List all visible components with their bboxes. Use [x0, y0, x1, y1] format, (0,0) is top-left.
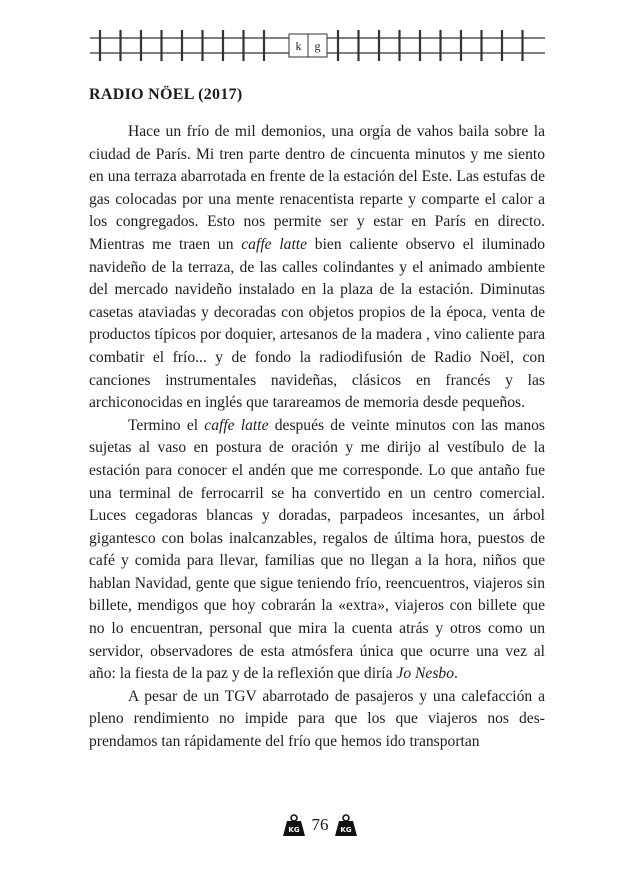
- svg-text:KG: KG: [288, 826, 300, 834]
- paragraph-2: Termino el caffe latte después de veinte minutos con las manos sujetas al vaso en postura de oración y me dirijo al vestíbulo de la estación para conocer el andén que me corresponde. Lo que antaño fue una terminal de ferrocarril se ha convertido en un centro comercial. Luces cegadoras blancas y doradas, parpadeos incesantes, un árbol gigantesco con bolas inalcanzables, regalos de última hora, puestos de café y comida para llevar, familias que no llegan a la hora, niños que hablan Navidad, gente que sigue teniendo frío, reencuentros, viajeros sin billete, mendigos que hoy cobrarán la «extra», viajeros con billete que no lo encuentran, personal que mira la cuenta atrás y otros como un servidor, observadores de esta atmósfera única que ocurre una vez al año: la fiesta de la paz y de la reflexión que diría Jo Nesbo.: [89, 416, 545, 683]
- logo-letter-g: g: [314, 39, 321, 53]
- weight-icon: [282, 814, 306, 836]
- paragraph-3: A pesar de un TGV abarrotado de pasajeros y una calefacción a pleno rendimiento no impide para que los que viajeros nos desprendamos tan rápidamente del frío que hemos ido transportan: [89, 687, 545, 751]
- svg-text:KG: KG: [340, 826, 352, 834]
- weight-icon: [334, 814, 358, 836]
- chapter-title: RADIO NÖEL (2017): [89, 86, 243, 103]
- page-footer: [0, 812, 638, 838]
- page-number: 76: [311, 815, 329, 834]
- logo-letter-k: k: [295, 39, 302, 53]
- paragraph-1: Hace un frío de mil demonios, una orgía de vahos baila sobre la ciudad de París. Mi tren parte dentro de cincuenta minutos y me siento en una terraza abarrotada en frente de la estación del Este. Las estufas de gas colocadas por una mente renacentista reparte y comparte el calor a los congregados. Esto nos permite ser y estar en París en directo. Mientras me traen un caffe latte bien caliente observo el iluminado navideño de la terraza, de las calles colindantes y el animado ambiente del mercado navideño instalado en la plaza de la estación. Diminutas casetas ataviadas y decoradas con objetos propios de la época, venta de productos típicos por doquier, artesanos de la madera , vino caliente para combatir el frío... y de fondo la radiodifusión de Radio Noël, con canciones instrumentales navideñas, clásicos en francés y las archiconocidas en inglés que tarareamos de memoria desde pequeños.: [89, 123, 545, 412]
- body-text: [89, 121, 545, 754]
- header-rail-ornament: [90, 28, 545, 64]
